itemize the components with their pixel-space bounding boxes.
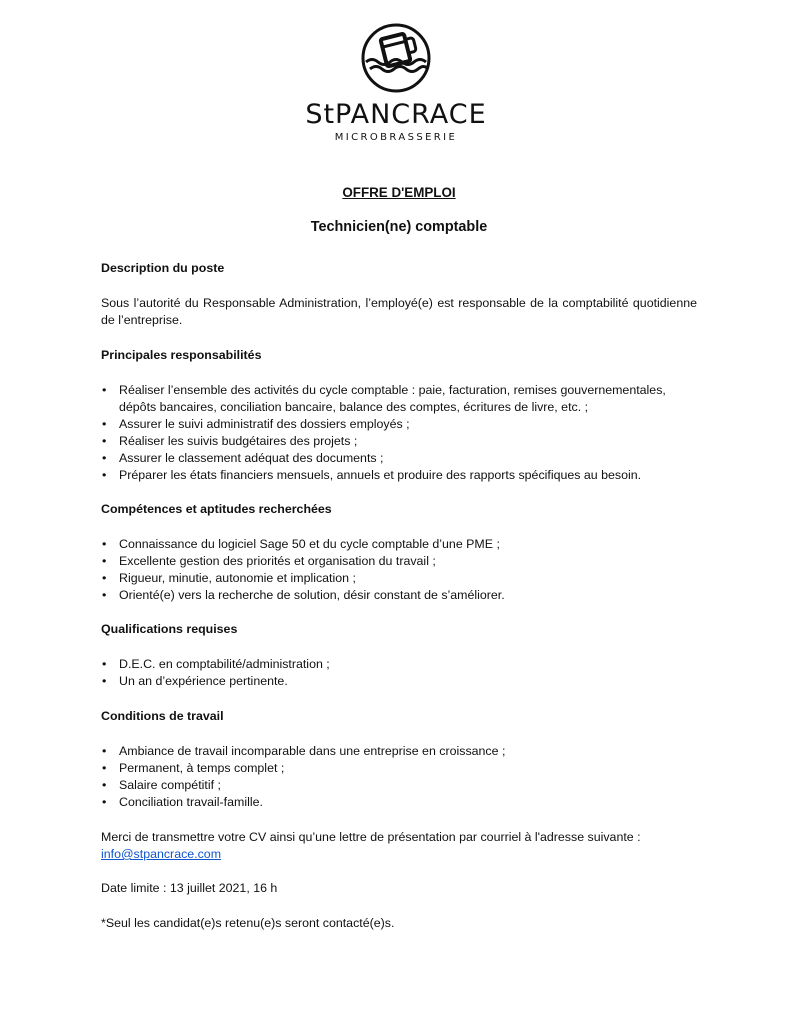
list-item-text: Assurer le suivi administratif des dossiers employés ; [119,417,410,431]
list-item [101,382,697,416]
brand-subtitle: MICROBRASSERIE [334,132,458,143]
list-item [101,433,697,450]
list-item-text: Connaissance du logiciel Sage 50 et du cycle comptable d’une PME ; [119,537,500,551]
application-instructions: Merci de transmettre votre CV ainsi qu’une lettre de présentation par courriel à l'adresse suivante : [101,830,641,844]
list-item-text: Orienté(e) vers la recherche de solution, désir constant de s’améliorer. [119,588,505,602]
conditions-list [101,743,697,811]
email-paragraph [101,846,697,863]
bullet-icon: • [102,554,107,568]
list-item [101,467,697,484]
bullet-icon: • [102,417,107,431]
list-item [101,777,697,794]
list-item-text: Rigueur, minutie, autonomie et implication ; [119,571,356,585]
list-item [101,794,697,811]
bullet-icon: • [102,451,107,465]
bullet-icon: • [102,383,107,397]
bullet-icon: • [102,795,107,809]
list-item [101,536,697,553]
list-item [101,673,697,690]
deadline-text: Date limite : 13 juillet 2021, 16 h [101,881,278,895]
list-item-text: D.E.C. en comptabilité/administration ; [119,657,330,671]
list-item-text: Ambiance de travail incomparable dans une entreprise en croissance ; [119,744,506,758]
list-item [101,553,697,570]
list-item [101,570,697,587]
description-heading: Description du poste [101,261,225,275]
list-item-text: Permanent, à temps complet ; [119,761,285,775]
list-item [101,416,697,433]
list-item [101,656,697,673]
list-item-text: Un an d’expérience pertinente. [119,674,288,688]
beer-mug-wave-icon [360,22,432,94]
list-item [101,760,697,777]
qualifications-list [101,656,697,690]
list-item-text: Préparer les états financiers mensuels, annuels et produire des rapports spécifiques au besoin. [119,468,642,482]
bullet-icon: • [102,571,107,585]
description-text: Sous l’autorité du Responsable Administration, l’employé(e) est responsable de la comptabilité quotidienne de l’entreprise. [101,296,697,327]
list-item [101,587,697,604]
position-title: Technicien(ne) comptable [310,219,488,235]
skills-heading: Compétences et aptitudes recherchées [101,502,332,516]
bullet-icon: • [102,778,107,792]
list-item-text: Réaliser les suivis budgétaires des projets ; [119,434,358,448]
list-item-text: Conciliation travail-famille. [119,795,263,809]
bullet-icon: • [102,657,107,671]
bullet-icon: • [102,761,107,775]
bullet-icon: • [102,674,107,688]
responsibilities-heading: Principales responsabilités [101,348,262,362]
conditions-heading: Conditions de travail [101,709,224,723]
selection-note: *Seul les candidat(e)s retenu(e)s seront contacté(e)s. [101,916,395,930]
list-item [101,743,697,760]
brand-header [0,22,792,145]
list-item [101,450,697,467]
brand-name: StPANCRACE [305,99,487,130]
list-item-text: Salaire compétitif ; [119,778,221,792]
bullet-icon: • [102,537,107,551]
responsibilities-list [101,382,697,484]
qualifications-heading: Qualifications requises [101,622,238,636]
bullet-icon: • [102,588,107,602]
job-offer-document [101,184,697,932]
skills-list [101,536,697,604]
email-link[interactable]: info@stpancrace.com [101,847,222,861]
list-item-text: Excellente gestion des priorités et organisation du travail ; [119,554,436,568]
bullet-icon: • [102,468,107,482]
bullet-icon: • [102,434,107,448]
list-item-text: Assurer le classement adéquat des documents ; [119,451,384,465]
list-item-text: Réaliser l’ensemble des activités du cycle comptable : paie, facturation, remises gouvernementales, dépôts bancaires, conciliation bancaire, balance des comptes, écritures de livre, etc. ; [119,383,666,414]
bullet-icon: • [102,744,107,758]
offer-title: OFFRE D'EMPLOI [342,185,456,200]
